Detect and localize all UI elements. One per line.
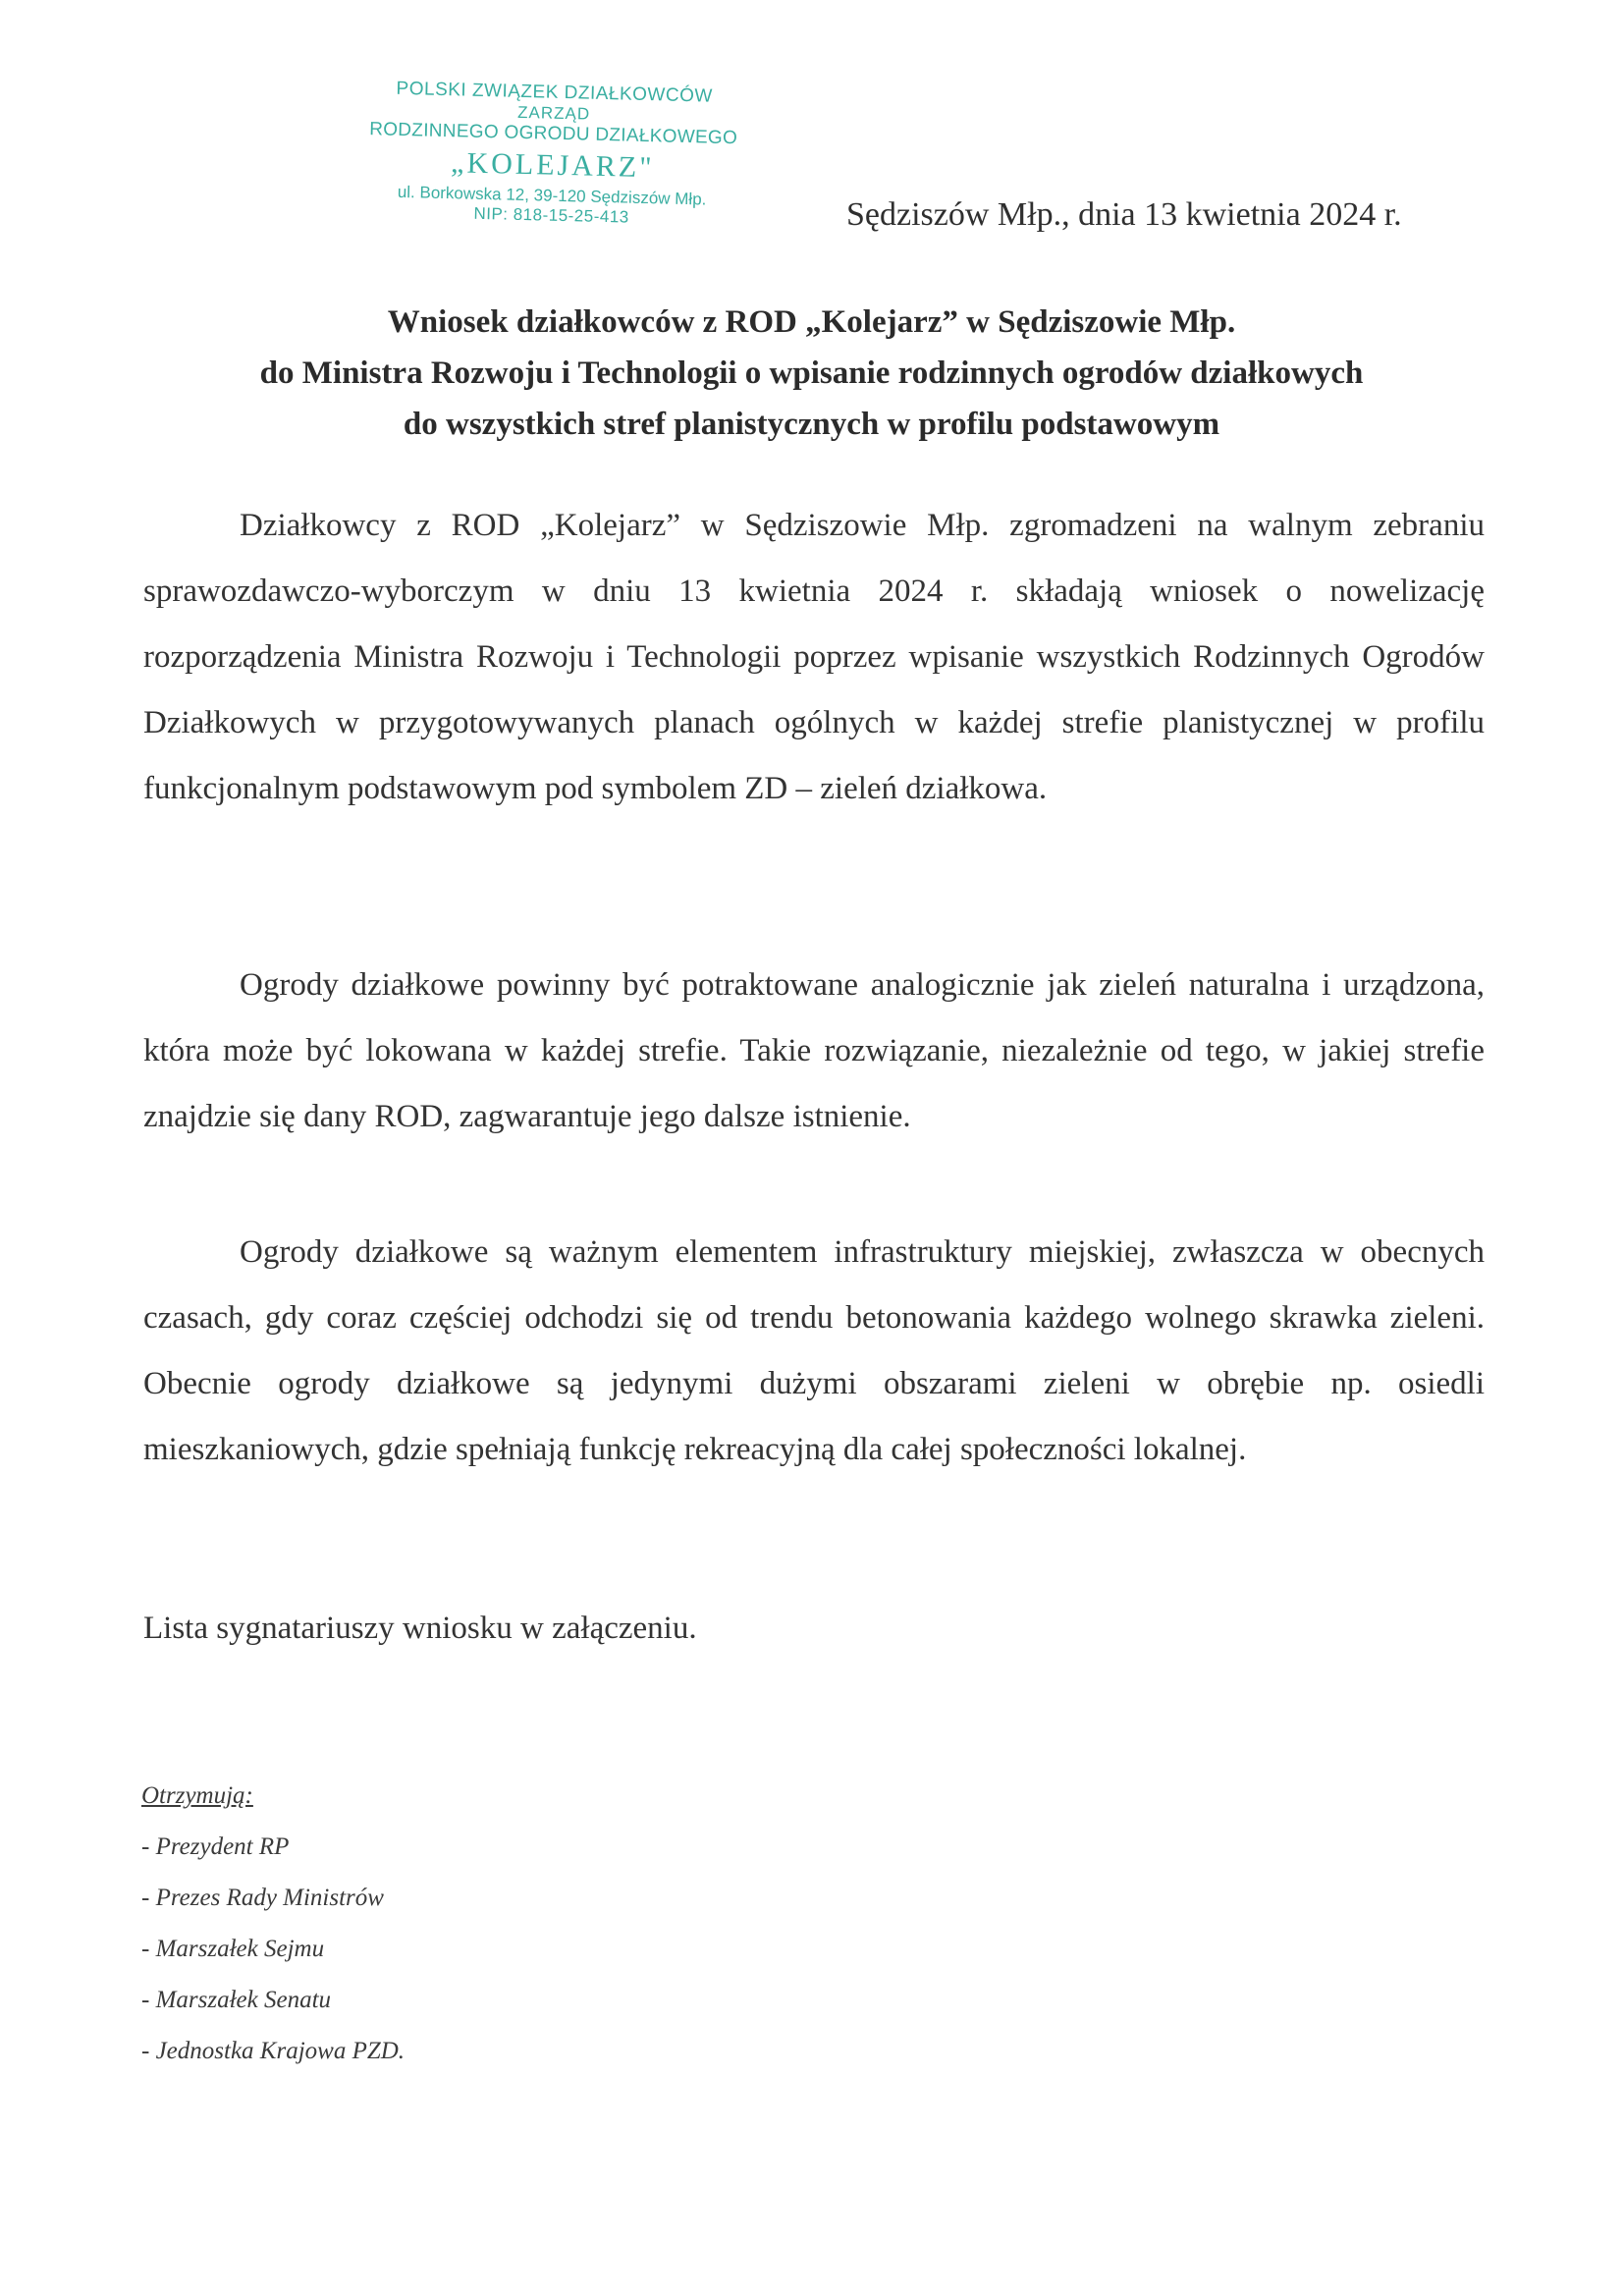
body-paragraph-3 xyxy=(143,1220,1485,1483)
attachment-note: Lista sygnatariuszy wniosku w załączeniu. xyxy=(143,1611,697,1646)
stamp-line: RODZINNEGO OGRODU DZIAŁKOWEGO xyxy=(368,119,738,149)
recipient-item: - Marszałek Senatu xyxy=(141,1987,332,2013)
recipient-item: - Prezydent RP xyxy=(141,1833,290,1860)
stamp-line: POLSKI ZWIĄZEK DZIAŁKOWCÓW xyxy=(396,78,714,107)
stamp-nip: NIP: 818-15-25-413 xyxy=(473,204,629,227)
place-and-date: Sędziszów Młp., dnia 13 kwietnia 2024 r. xyxy=(846,196,1402,233)
title-line: do Ministra Rozwoju i Technologii o wpisanie rodzinnych ogrodów działkowych xyxy=(259,355,1364,391)
title-line: do wszystkich stref planistycznych w profilu podstawowym xyxy=(403,407,1220,442)
stamp-garden-name: „KOLEJARZ" xyxy=(450,146,655,185)
title-line: Wniosek działkowców z ROD „Kolejarz” w Sędziszowie Młp. xyxy=(387,304,1236,340)
stamp-address: ul. Borkowska 12, 39-120 Sędziszów Młp. xyxy=(397,183,707,209)
recipient-item: - Marszałek Sejmu xyxy=(141,1936,325,1962)
paragraph-text: Ogrody działkowe powinny być potraktowane analogicznie jak zieleń naturalna i urządzona, która może być lokowana w każdej strefie. Takie rozwiązanie, niezależnie od tego, w jakiej strefie znajdzie się dany ROD, zagwarantuje jego dalsze istnienie. xyxy=(143,967,1485,1134)
recipient-item: - Jednostka Krajowa PZD. xyxy=(141,2038,406,2064)
paragraph-text: Działkowcy z ROD „Kolejarz” w Sędziszowie Młp. zgromadzeni na walnym zebraniu sprawozdawczo-wyborczym w dniu 13 kwietnia 2024 r. składają wniosek o nowelizację rozporządzenia Ministra Rozwoju i Technologii poprzez wpisanie wszystkich Rodzinnych Ogrodów Działkowych w przygotowywanych planach ogólnych w każdej strefie planistycznej w profilu funkcjonalnym podstawowym pod symbolem ZD – zieleń działkowa. xyxy=(143,508,1485,806)
document-title xyxy=(79,297,1544,450)
paragraph-text: Ogrody działkowe są ważnym elementem infrastruktury miejskiej, zwłaszcza w obecnych czasach, gdy coraz częściej odchodzi się od trendu betonowania każdego wolnego skrawka zieleni. Obecnie ogrody działkowe są jedynymi dużymi obszarami zieleni w obrębie np. osiedli mieszkaniowych, gdzie spełniają funkcję rekreacyjną dla całej społeczności lokalnej. xyxy=(143,1234,1485,1467)
stamp-line: ZARZĄD xyxy=(516,103,591,125)
organization-stamp xyxy=(320,77,784,232)
body-paragraph-2 xyxy=(143,953,1485,1150)
body-paragraph-1 xyxy=(143,493,1485,822)
recipients-heading: Otrzymują: xyxy=(141,1782,253,1809)
recipients-list xyxy=(141,1828,405,2083)
recipients-block xyxy=(141,1782,405,2083)
recipient-item: - Prezes Rady Ministrów xyxy=(141,1885,384,1911)
